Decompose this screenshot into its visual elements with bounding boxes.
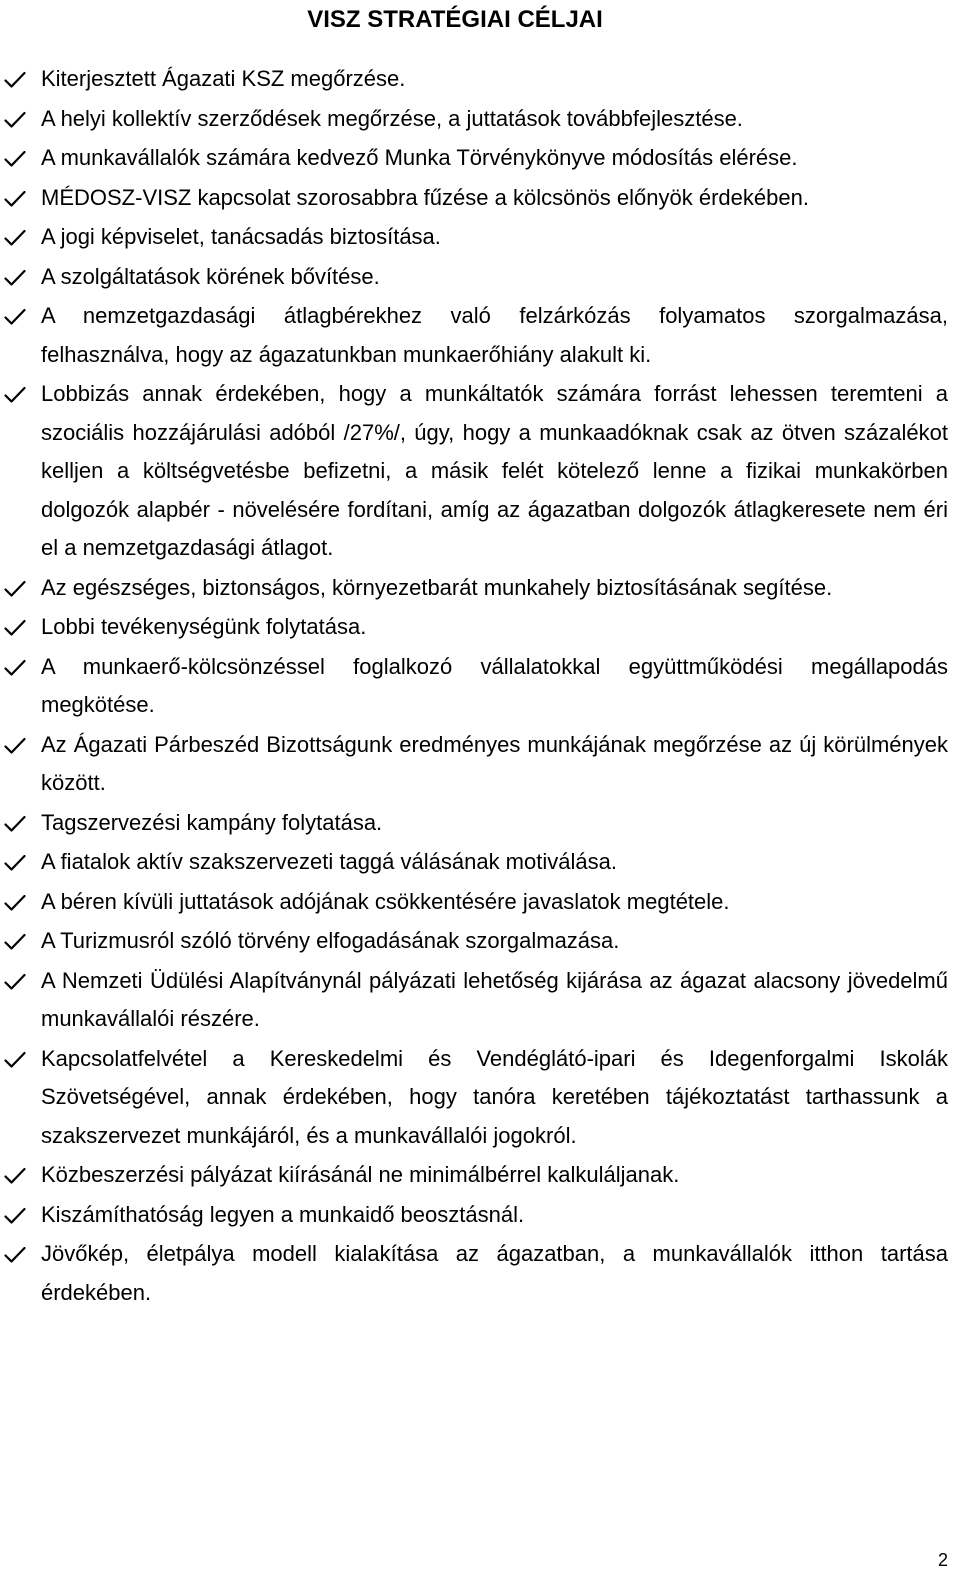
goal-text: Kapcsolatfelvétel a Kereskedelmi és Vendéglátó-ipari és Idegenforgalmi Iskolák Szövetségével, annak érdekében, hogy tanóra keretében tájékoztatást tarthassunk a szakszervezet munkájáról, és a munkavállalói jogokról.	[41, 1045, 948, 1148]
goal-text: A munkavállalók számára kedvező Munka Törvénykönyve módosítás elérése.	[41, 145, 798, 170]
checkmark-icon	[4, 1207, 26, 1225]
checkmark-icon	[4, 229, 26, 247]
goal-text: Lobbi tevékenységünk folytatása.	[41, 614, 367, 639]
goal-item-1	[0, 60, 960, 99]
page-number: 2	[937, 1550, 948, 1570]
checkmark-icon	[4, 854, 26, 872]
checkmark-icon	[4, 1051, 26, 1069]
goal-text: Közbeszerzési pályázat kiírásánál ne minimálbérrel kalkuláljanak.	[41, 1162, 680, 1187]
goal-text: A helyi kollektív szerződések megőrzése, a juttatások továbbfejlesztése.	[41, 105, 743, 131]
goal-item-8	[0, 375, 960, 568]
goal-item-16	[0, 922, 960, 961]
goal-text: A szolgáltatások körének bővítése.	[41, 263, 380, 289]
checkmark-icon	[4, 111, 26, 129]
goal-text: A fiatalok aktív szakszervezeti taggá válásának motiválása.	[41, 849, 617, 874]
goal-text: Az Ágazati Párbeszéd Bizottságunk eredményes munkájának megőrzése az új körülmények között.	[41, 731, 948, 795]
goal-text: A nemzetgazdasági átlagbérekhez való felzárkózás folyamatos szorgalmazása, felhasználva, hogy az ágazatunkban munkaerőhiány alakult ki.	[41, 303, 948, 367]
goal-item-5	[0, 218, 960, 257]
goal-item-15	[0, 883, 960, 922]
checkmark-icon	[4, 1246, 26, 1264]
goal-item-20	[0, 1196, 960, 1235]
checkmark-icon	[4, 269, 26, 287]
checkmark-icon	[4, 894, 26, 912]
checkmark-icon	[4, 619, 26, 637]
goal-text: A Nemzeti Üdülési Alapítványnál pályázati lehetőség kijárása az ágazat alacsony jövedelmű munkavállalói részére.	[41, 967, 948, 1031]
goals-list	[0, 60, 960, 1313]
goal-item-13	[0, 804, 960, 843]
goal-item-12	[0, 726, 960, 803]
goal-item-9	[0, 569, 960, 608]
goal-item-21	[0, 1235, 960, 1312]
checkmark-icon	[4, 308, 26, 326]
goal-text: Jövőkép, életpálya modell kialakítása az ágazatban, a munkavállalók itthon tartása érdekében.	[41, 1241, 948, 1305]
goal-item-4	[0, 179, 960, 218]
checkmark-icon	[4, 580, 26, 598]
goal-text: Az egészséges, biztonságos, környezetbarát munkahely biztosításának segítése.	[41, 574, 833, 600]
goal-text: Kiszámíthatóság legyen a munkaidő beosztásnál.	[41, 1201, 525, 1227]
checkmark-icon	[4, 933, 26, 951]
checkmark-icon	[4, 815, 26, 833]
page-title: VISZ STRATÉGIAI CÉLJAI	[307, 6, 603, 33]
checkmark-icon	[4, 973, 26, 991]
goal-text: Kiterjesztett Ágazati KSZ megőrzése.	[41, 66, 406, 91]
goal-item-2	[0, 100, 960, 139]
checkmark-icon	[4, 190, 26, 208]
goal-text: A Turizmusról szóló törvény elfogadásának szorgalmazása.	[41, 928, 620, 953]
goal-item-19	[0, 1156, 960, 1195]
checkmark-icon	[4, 659, 26, 677]
checkmark-icon	[4, 1167, 26, 1185]
checkmark-icon	[4, 71, 26, 89]
checkmark-icon	[4, 150, 26, 168]
goal-item-18	[0, 1040, 960, 1156]
goal-text: Tagszervezési kampány folytatása.	[41, 809, 383, 835]
checkmark-icon	[4, 737, 26, 755]
goal-text: A jogi képviselet, tanácsadás biztosítása.	[41, 224, 441, 249]
goal-item-14	[0, 843, 960, 882]
goal-item-7	[0, 297, 960, 374]
goal-text: Lobbizás annak érdekében, hogy a munkáltatók számára forrást lehessen teremteni a szociális hozzájárulási adóból /27%/, úgy, hogy a munkaadóknak csak az ötven százalékot kelljen a költségvetésbe befizetni, a másik felét kötelező lenne a fizikai munkakörben dolgozók alapbér - növelésére fordítani, amíg az ágazatban dolgozók átlagkeresete nem éri el a nemzetgazdasági átlagot.	[41, 381, 948, 560]
goal-item-10	[0, 608, 960, 647]
goal-item-3	[0, 139, 960, 178]
goal-text: A béren kívüli juttatások adójának csökkentésére javaslatok megtétele.	[41, 888, 730, 914]
goal-item-11	[0, 648, 960, 725]
goal-text: A munkaerő-kölcsönzéssel foglalkozó vállalatokkal együttműködési megállapodás megkötése.	[41, 653, 948, 717]
goal-text: MÉDOSZ-VISZ kapcsolat szorosabbra fűzése a kölcsönös előnyök érdekében.	[41, 184, 809, 210]
goal-item-6	[0, 258, 960, 297]
goal-item-17	[0, 962, 960, 1039]
checkmark-icon	[4, 386, 26, 404]
